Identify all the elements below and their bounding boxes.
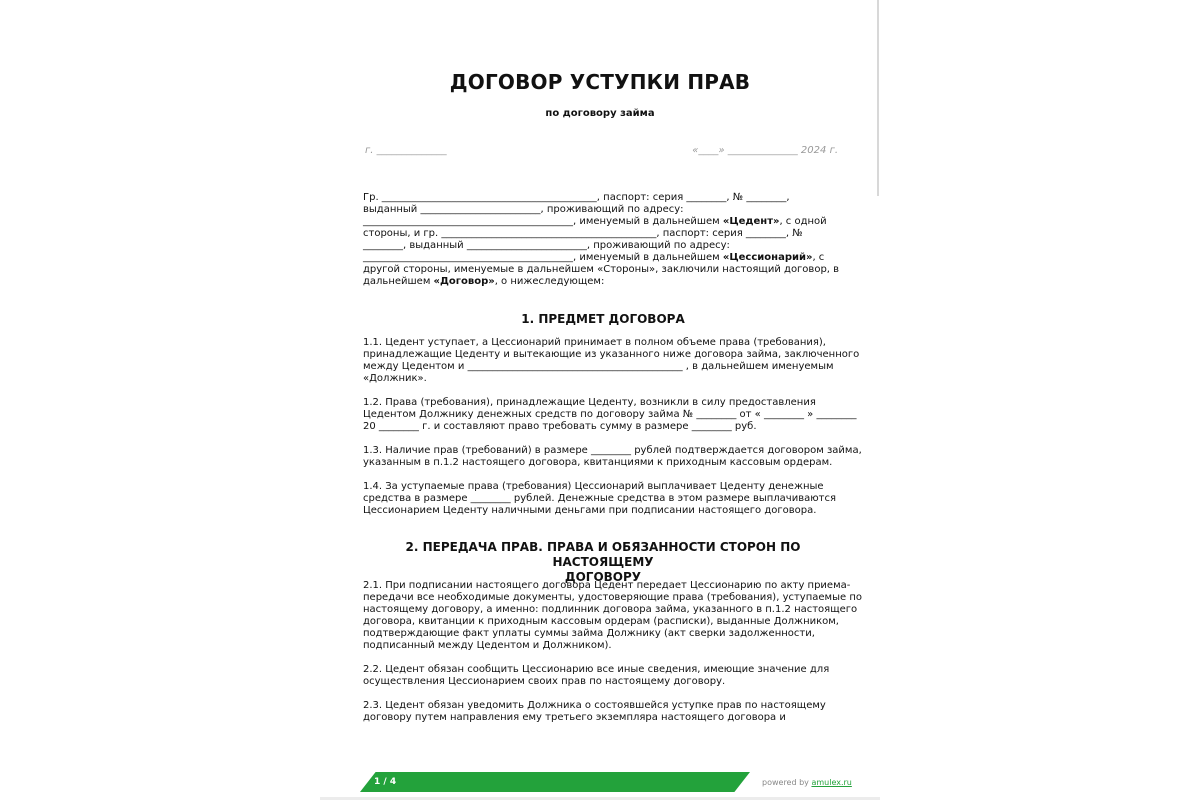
intro-line [363,204,843,216]
clause-line: 2.3. Цедент обязан уведомить Должника о состоявшейся уступке прав по настоящему [363,700,826,711]
clause [363,580,862,652]
clause-line: 1.3. Наличие прав (требований) в размере ________ рублей подтверждается договором займа, [363,445,862,456]
clause-line: подписанный между Цедентом и Должником). [363,640,612,651]
clause-line: 2.2. Цедент обязан сообщить Цессионарию все иные сведения, имеющие значение для [363,664,830,675]
intro-line [363,264,843,276]
intro-line [363,252,843,264]
date-field: «____» ______________ 2024 г. [692,145,838,156]
text-segment: __________________________________________, именуемый в дальнейшем [363,216,723,227]
clause-line: 1.1. Цедент уступает, а Цессионарий принимает в полном объеме права (требования), [363,337,826,348]
intro-line [363,240,843,252]
clause-line: договору путем направления ему третьего экземпляра настоящего договора и [363,712,786,723]
intro-line [363,228,843,240]
clause [363,337,860,385]
section-1-heading: 1. ПРЕДМЕТ ДОГОВОРА [521,312,685,326]
text-segment: __________________________________________, именуемый в дальнейшем [363,252,723,263]
text-segment: , о нижеследующем: [494,276,605,287]
intro-line [363,192,843,204]
clause-line: между Цедентом и ___________________________________________ , в дальнейшем именуемым [363,361,834,372]
page-number: 1 / 4 [374,777,397,787]
document-subtitle: по договору займа [545,108,655,119]
text-segment: дальнейшем [363,276,434,287]
place-field: г. ______________ [365,145,447,156]
defined-term: «Договор» [433,276,495,287]
brand-link[interactable]: amulex.ru [811,778,852,787]
clause-line: осуществления Цессионарием своих прав по настоящему договору. [363,676,726,687]
document-title: ДОГОВОР УСТУПКИ ПРАВ [449,70,751,94]
powered-by-label: powered by [762,778,809,787]
clause-line: передачи все необходимые документы, удостоверяющие права (требования), уступаемые по [363,592,862,603]
clause-line: настоящему договору, а именно: подлинник договора займа, указанного в п.1.2 настоящего [363,604,858,615]
section-2-heading-line-1: 2. ПЕРЕДАЧА ПРАВ. ПРАВА И ОБЯЗАННОСТИ СТОРОН ПО НАСТОЯЩЕМУ [405,540,801,569]
intro-paragraph [363,192,843,288]
intro-line [363,216,843,228]
clause-line: принадлежащие Цеденту и вытекающие из указанного ниже договора займа, заключенного [363,349,860,360]
footer-bar [360,772,750,792]
scrollbar[interactable] [877,0,879,196]
text-segment: Гр. ___________________________________________, паспорт: серия ________, № ________, [363,192,790,203]
text-segment: стороны, и гр. ___________________________________________, паспорт: серия ________, № [363,228,803,239]
clause [363,700,843,724]
section-2-body [363,580,862,736]
clause-line: 1.2. Права (требования), принадлежащие Цеденту, возникли в силу предоставления [363,397,816,408]
clause [363,664,843,688]
text-segment: другой стороны, именуемые в дальнейшем «Стороны», заключили настоящий договор, в [363,264,840,275]
defined-term: «Цессионарий» [722,252,813,263]
clause-line: средства в размере ________ рублей. Денежные средства в этом размере выплачиваются [363,493,836,504]
clause-line: 1.4. За уступаемые права (требования) Цессионарий выплачивает Цеденту денежные [363,481,824,492]
text-segment: выданный ________________________, проживающий по адресу: [363,204,684,215]
clause [363,445,862,469]
clause-line: договора, квитанции к приходным кассовым ордерам (расписки), выданные Должником, [363,616,839,627]
clause-line: «Должник». [363,373,427,384]
clause [363,481,843,517]
section-2-heading-line-2: ДОГОВОРУ [564,570,642,584]
clause-line: указанным в п.1.2 настоящего договора, квитанциями к приходным кассовым ордерам. [363,457,833,468]
clause-line: Цессионарием Цеденту наличными деньгами при подписании настоящего договора. [363,505,817,516]
text-segment: ________, выданный ________________________, проживающий по адресу: [363,240,730,251]
defined-term: «Цедент» [722,216,780,227]
text-segment: , с одной [779,216,827,227]
clause-line: Цедентом Должнику денежных средств по договору займа № ________ от « ________ » ________ [363,409,857,420]
text-segment: , с [812,252,825,263]
clause [363,397,857,433]
powered-by [762,778,852,787]
section-1-body [363,337,862,529]
intro-line [363,276,843,288]
clause-line: 2.1. При подписании настоящего договора Цедент передает Цессионарию по акту приема- [363,580,851,591]
clause-line: 20 ________ г. и составляют право требовать сумму в размере ________ руб. [363,421,757,432]
clause-line: подтверждающие факт уплаты суммы займа Должнику (акт сверки задолженности, [363,628,815,639]
section-2-heading [363,540,843,585]
